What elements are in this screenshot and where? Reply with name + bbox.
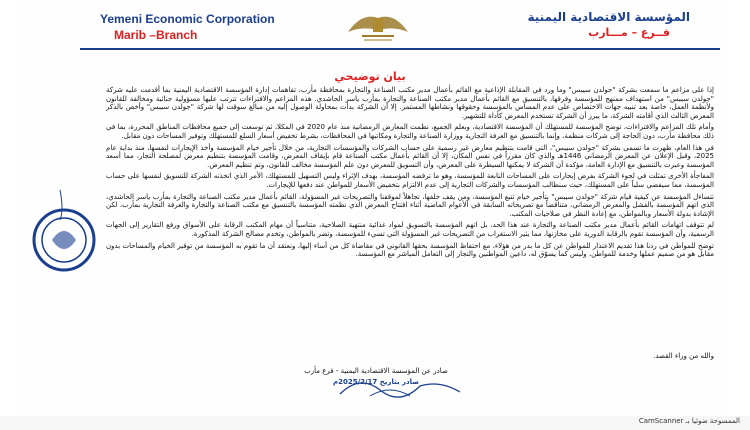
body-paragraph: لم تتوقف اتهامات القائم بأعمال مدير مكتب الصناعة والتجارة عند هذا الحد، بل اتهم المؤسسة بالتسويق لمواد غذائية منتهية الصلاحية، متناسياً أن مهام المكتب الرقابة على الأسواق ورفع التقارير إلى الجهات الرسمية، وأن المؤسسة تقوم بالرقابة الدورية على مخازنها، مما يثير الاستغراب من التصريحات غير المسؤولة التي تسيء للمؤسسة، وتضر بالمواطن، وتخدم مصالح الشركة المذكورة.: [106, 221, 714, 238]
header-arabic: [490, 10, 690, 39]
document-title: بيان توضيحي: [334, 70, 406, 83]
letter-sheet: [20, 0, 730, 415]
handwritten-signature-icon: [320, 366, 480, 406]
watermark-seal-icon: [30, 150, 98, 330]
letter-body: [106, 86, 714, 262]
body-paragraph: وأمام تلك المزاعم والافتراءات، توضح المؤسسة للمستهلك أن المؤسسة الاقتصادية، وبعلم الجميع، نظمت المعارض الرمضانية منذ عام 2020 في المكلا، ثم توسعت إلى جميع محافظات المناطق المحررة، بما في ذلك محافظة مأرب، دون الحاجة إلى شركات منظمة، وإنما بالتنسيق مع الغرفة التجارية ووزارة الصناعة والتجارة ومكاتبها في المحافظات، بشرط تخفيض أسعار السلع للمستهلك وتوفير المساحات دون مقابل.: [106, 123, 714, 140]
header-english: [100, 12, 300, 42]
body-paragraph: توضح للمواطن في ردنا هذا تقديم الاعتذار للمواطن عن كل ما بدر من هؤلاء، مع احتفاظ المؤسسة بحقها القانوني في مقاضاة كل من أساء إليها، ونعتقد أن ما تقوم به المؤسسة من توفير الخيام والمساحات بدون مقابل هو من صميم عملها وخدمة للمواطن، وليس كما يسوّق له، داعين المواطنين والتجار إلى التعامل المباشر مع المؤسسة.: [106, 241, 714, 259]
body-paragraph: في هذا العام، ظهرت ما تسمى بشركة "جولدن سيبس"، التي قامت بتنظيم معارض غير رسمية على حساب الشركات والمؤسسات التجارية، من خلال تأجير خيام المؤسسة وأخذ الإيجارات لنفسها، منذ بداية عام 2025، وقبل الإعلان عن المعرض الرمضاني 1446هـ والذي كان مقرراً في نفس المكان، إلا أن القائم بأعمال مكتب الصناعة قام بإيقاف المعرض، وقامت المؤسسة بتنظيم معرض لمصلحة التجار، مما أسعد المؤسسة وعبرت بالتنسيق مع الإدارة العامة، مؤكدة أن الشركة لا يمكنها السيطرة على المعرض، وأن التسويق للمعرض دون علم المؤسسة مخالف للقانون، وتم تنظيم المعرض.: [106, 143, 714, 169]
closing-salutation: والله من وراء القصد.: [653, 352, 714, 360]
issuer-line: صادر عن المؤسسة الاقتصادية اليمنية - فرع مأرب: [304, 367, 448, 375]
body-paragraph: المفاجأة الأخرى تمثلت في لجوء الشركة بفرض إيجارات على المساحات التابعة للمؤسسة، وهو ما ترفضه المؤسسة، بهدف الإثراء وليس التسهيل للمستهلك، الأمر الذي اتخذته الشركة للتسويق لنفسها على حساب المؤسسة، مما سيفضي سلباً على المستهلك، حيث سنطالب المؤسسات والشركات التجارية إلى عدم الالتزام بتخفيض الأسعار للمواطن عند دفعها للإيجارات.: [106, 172, 714, 189]
camscanner-watermark: الممسوحة ضوئيا بـ CamScanner: [638, 417, 740, 425]
org-name-en: Yemeni Economic Corporation: [100, 12, 275, 26]
header-divider: [80, 48, 720, 50]
branch-name-en: Marib –Branch: [114, 28, 198, 42]
branch-name-ar: فــرع – مـــارب: [588, 26, 670, 39]
org-name-ar: المؤسسة الاقتصادية اليمنية: [527, 10, 690, 24]
body-paragraph: تتساءل المؤسسة عن كيفية قيام شركة "جولدن سيبس" بتأجير خيام تتبع المؤسسة، ومن يقف خلفها، تجاهلاً لموقفنا والتصريحات غير المسؤولة، القائم بأعمال مدير مكتب الصناعة والتجارة بمأرب ياسر الحاشدي، الذي اتهم المؤسسة بالفشل والمعرض الرمضاني، متناقضاً مع تصريحاته السابقة في الأعوام الماضية أثناء افتتاح المعرض الذي نظمته المؤسسة بالتنسيق مع مكتب الصناعة والتجارة والغرفة التجارية بمأرب، لكن الإشادة بدولة الأسعار وبالمواطن، مع إعادة النظر في صلاحيات المكتب.: [106, 192, 714, 218]
body-paragraph: إذا على مزاعم ما سمعت بشركة "جولدن سيبس" وما ورد في المقابلة الإذاعية مع القائم بأعمال مدير مكتب الصناعة والتجارة بمحافظة مأرب، تفاهمات إدارة المؤسسة الاقتصادية اليمنية بما أقدمت عليه شركة "جولدن سيبس" من استهداف ممنهج للمؤسسة وفرقها، بالتنسيق مع القائم بأعمال مدير مكتب الصناعة والتجارة بمأرب ياسر الحاشدي. هذه المزاعم والافتراءات تترتب عليها مسؤولية جنائية ومخالفة للقانون ولأنظمة العمل، خاصة بعد تنبيه جهات الاختصاص على عدم المساس بالمؤسسة وحقوقها ونشاطها المستمر. إلا أن الشركة بدأت بمحاولة الوصول إليه من مبالغ سوقت لها شركة "جولدن سيبس" وأخص بالذكر المعرض الثالث الذي أقامته الشركة، ما يبرز أن الشركة تستخدم المعرض كأداة للتشهير.: [106, 86, 714, 120]
eagle-emblem-icon: [342, 4, 414, 44]
issue-date: صادر بتاريخ 2025/2/17م: [332, 378, 420, 386]
